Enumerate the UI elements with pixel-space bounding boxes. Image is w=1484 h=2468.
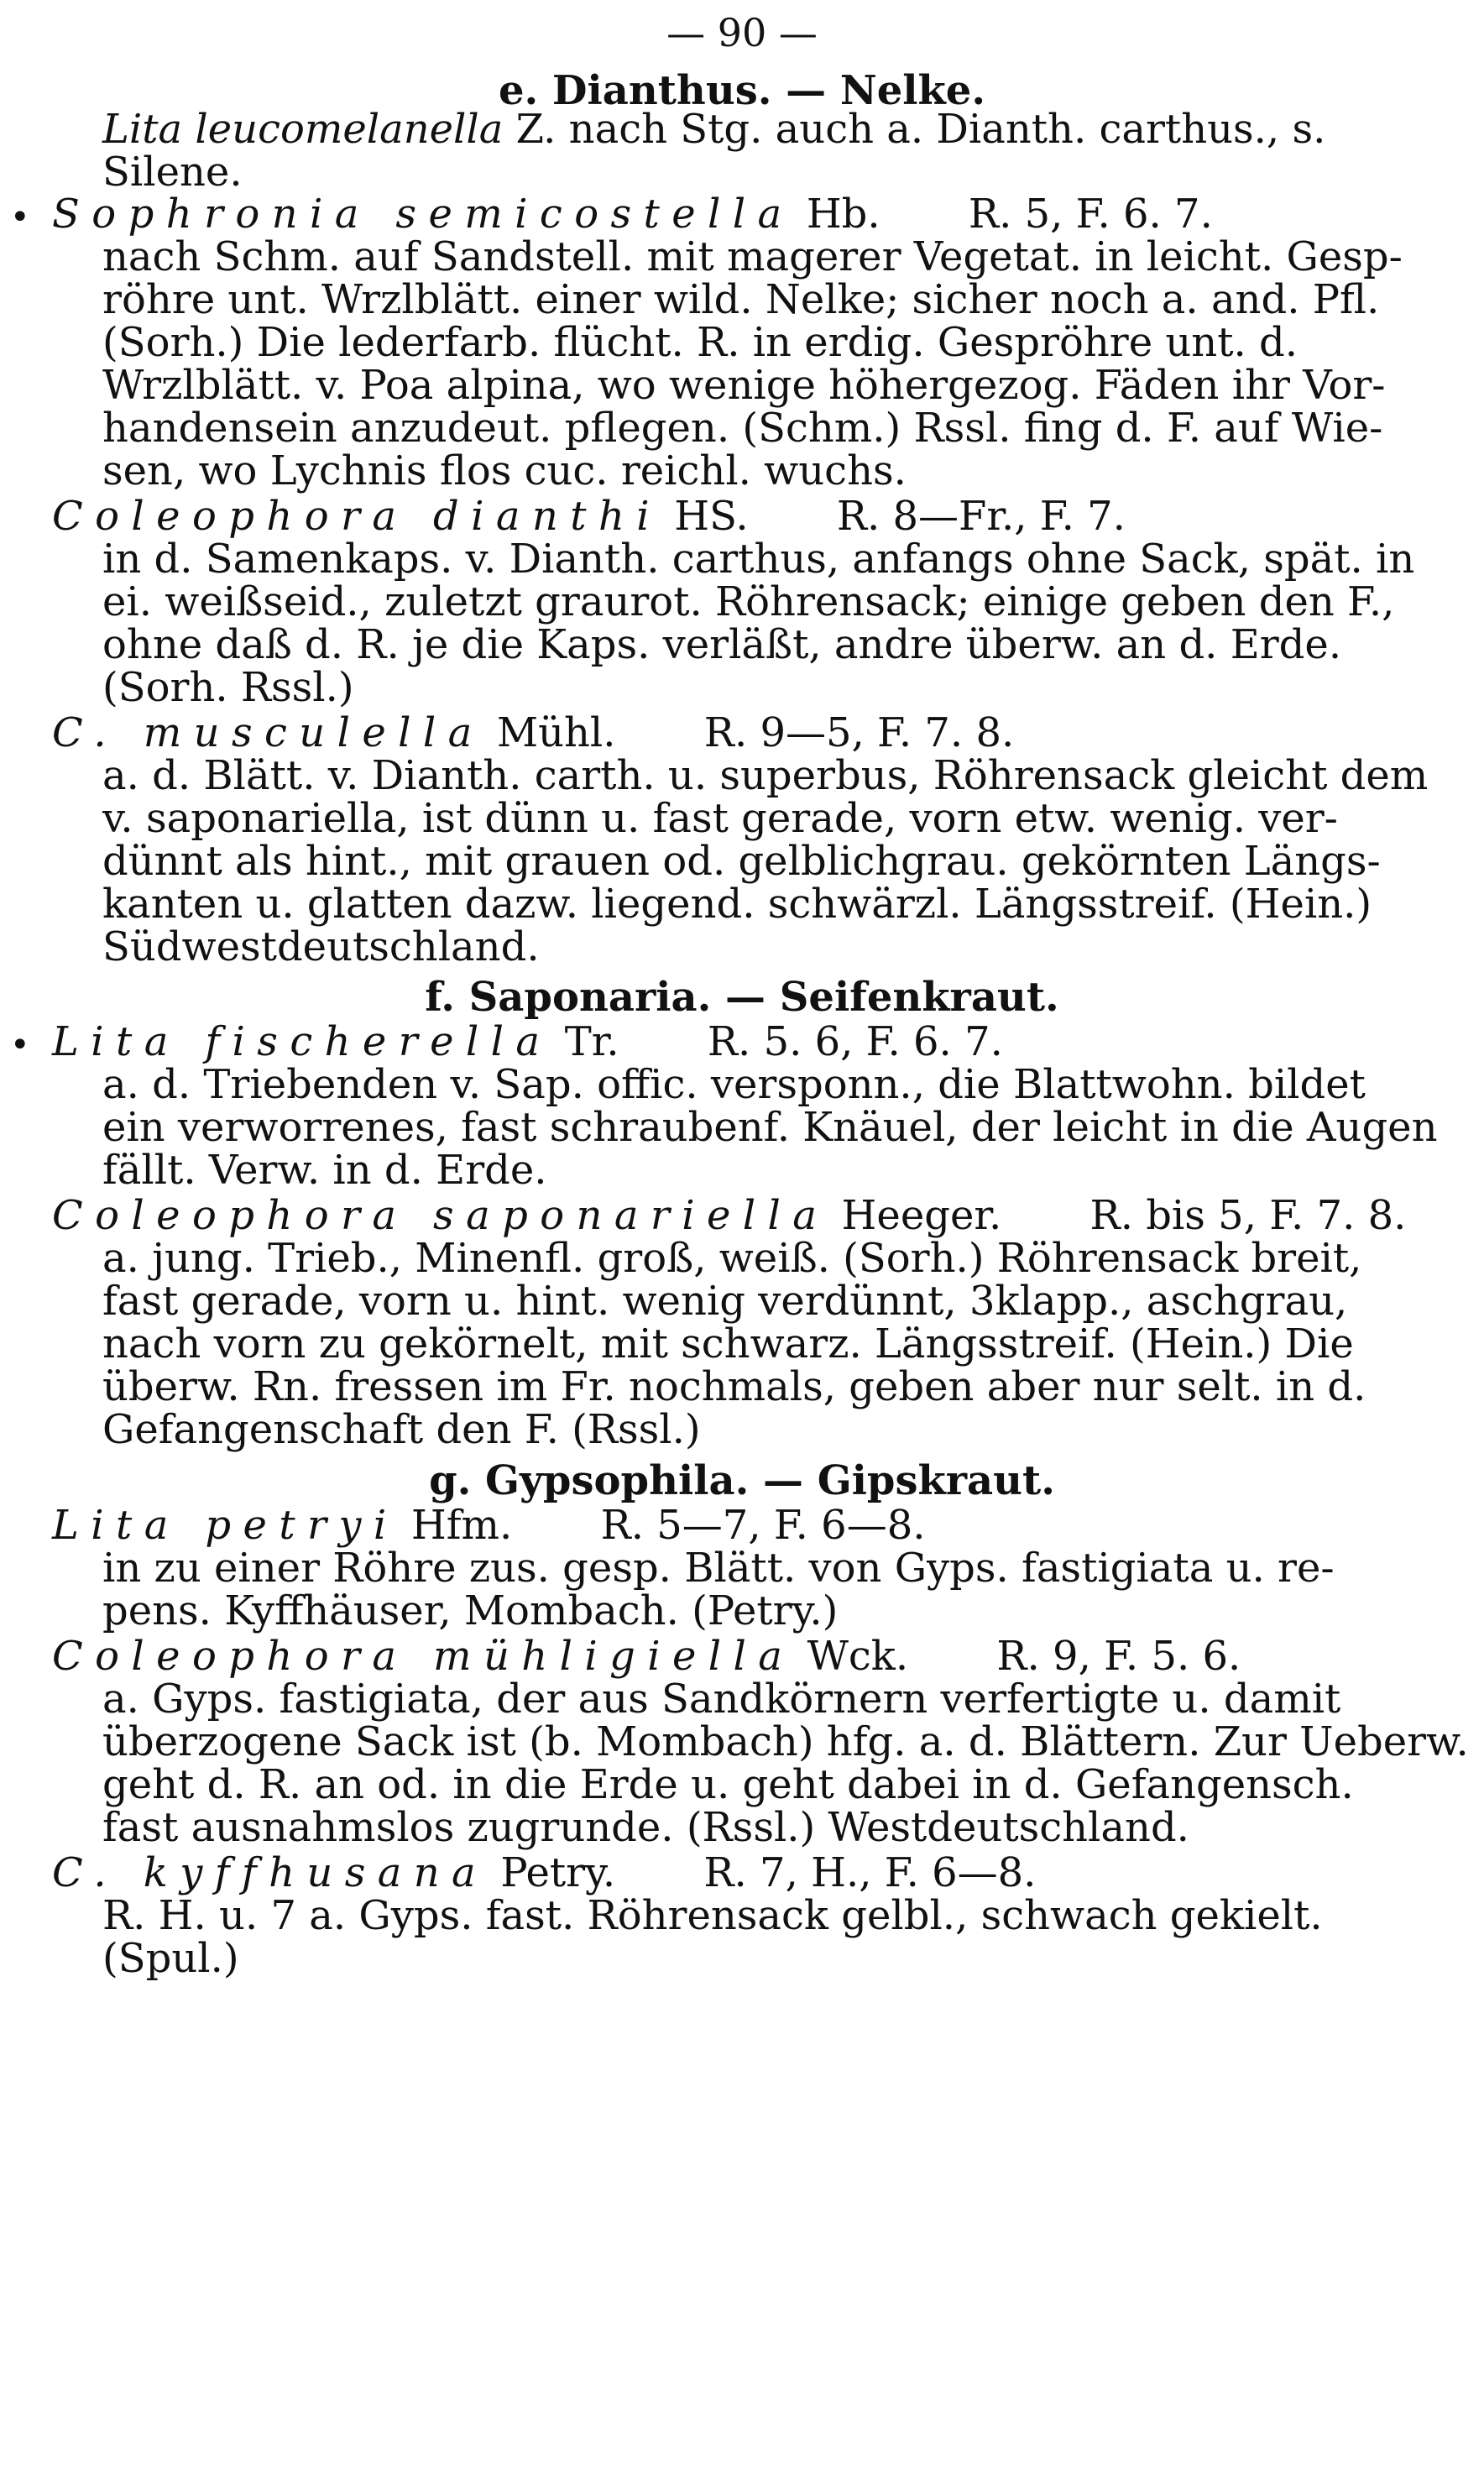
entry-line: pens. Kyffhäuser, Mombach. (Petry.) bbox=[102, 1587, 839, 1634]
entry-line: R. H. u. 7 a. Gyps. fast. Röhrensack gelbl., schwach gekielt. bbox=[102, 1892, 1323, 1939]
species-line bbox=[52, 190, 1213, 238]
entry-line: fast ausnahmslos zugrunde. (Rssl.) Westdeutschland. bbox=[102, 1804, 1189, 1851]
entry-line: Wrzlblätt. v. Poa alpina, wo wenige höhergezog. Fäden ihr Vor- bbox=[102, 362, 1386, 409]
entry-line: sen, wo Lychnis flos cuc. reichl. wuchs. bbox=[102, 447, 907, 494]
entry-line: kanten u. glatten dazw. liegend. schwärzl. Längsstreif. (Hein.) bbox=[102, 881, 1372, 928]
entry-line: ein verworrenes, fast schraubenf. Knäuel, der leicht in die Augen bbox=[102, 1104, 1438, 1151]
species-line bbox=[52, 492, 1126, 541]
entry-line: a. d. Blätt. v. Dianth. carth. u. superbus, Röhrensack gleicht dem bbox=[102, 752, 1429, 799]
entry-line: ohne daß d. R. je die Kaps. verläßt, andre überw. an d. Erde. bbox=[102, 621, 1342, 668]
species-author: Hb. bbox=[806, 191, 880, 238]
species-author: Z. nach Stg. auch a. Dianth. carthus., s. bbox=[515, 106, 1326, 153]
entry-line: fällt. Verw. in d. Erde. bbox=[102, 1147, 547, 1194]
species-name: C. musculella bbox=[52, 709, 484, 756]
entry-line: überw. Rn. fressen im Fr. nochmals, geben aber nur selt. in d. bbox=[102, 1363, 1366, 1410]
species-line bbox=[52, 1191, 1406, 1240]
entry-line: in zu einer Röhre zus. gesp. Blätt. von Gyps. fastigiata u. re- bbox=[102, 1545, 1335, 1592]
species-name: Coleophora saponariella bbox=[52, 1192, 829, 1239]
entry-line: a. Gyps. fastigiata, der aus Sandkörnern verfertigte u. damit bbox=[102, 1676, 1341, 1723]
species-line bbox=[52, 1848, 1036, 1897]
species-author: Wck. bbox=[807, 1633, 909, 1680]
species-name: Lita leucomelanella bbox=[102, 106, 504, 153]
species-times: R. 9, F. 5. 6. bbox=[996, 1633, 1241, 1680]
entry-line: geht d. R. an od. in die Erde u. geht dabei in d. Gefangensch. bbox=[102, 1761, 1354, 1808]
entry-line: nach vorn zu gekörnelt, mit schwarz. Längsstreif. (Hein.) Die bbox=[102, 1320, 1354, 1367]
species-name: Coleophora mühligiella bbox=[52, 1633, 795, 1680]
species-times: R. 9—5, F. 7. 8. bbox=[703, 709, 1015, 756]
bullet-marker: • bbox=[10, 1026, 30, 1064]
species-name: Coleophora dianthi bbox=[52, 493, 662, 540]
species-line bbox=[52, 1501, 926, 1550]
species-author: Petry. bbox=[500, 1849, 616, 1896]
species-author: Tr. bbox=[564, 1018, 619, 1065]
page-number: — 90 — bbox=[666, 10, 818, 55]
species-name: Sophronia semicostella bbox=[52, 191, 794, 238]
entry-line: v. saponariella, ist dünn u. fast gerade, vorn etw. wenig. ver- bbox=[102, 795, 1338, 842]
species-times: R. 5—7, F. 6—8. bbox=[600, 1502, 926, 1549]
entry-line: (Sorh. Rssl.) bbox=[102, 664, 354, 711]
entry-line: in d. Samenkaps. v. Dianth. carthus, anfangs ohne Sack, spät. in bbox=[102, 536, 1415, 583]
species-line bbox=[52, 1017, 1003, 1066]
species-name: C. kyffhusana bbox=[52, 1849, 489, 1896]
entry-line: (Sorh.) Die lederfarb. flücht. R. in erdig. Gespröhre unt. d. bbox=[102, 319, 1298, 366]
species-times: R. bis 5, F. 7. 8. bbox=[1089, 1192, 1407, 1239]
entry-line: (Spul.) bbox=[102, 1935, 239, 1982]
section-heading-gypsophila: g. Gypsophila. — Gipskraut. bbox=[429, 1457, 1055, 1504]
section-heading-dianthus: e. Dianthus. — Nelke. bbox=[498, 67, 986, 114]
species-name: Lita petryi bbox=[52, 1502, 399, 1549]
species-times: R. 8—Fr., F. 7. bbox=[836, 493, 1126, 540]
species-name: Lita fischerella bbox=[52, 1018, 552, 1065]
entry-line: handensein anzudeut. pflegen. (Schm.) Rssl. fing d. F. auf Wie- bbox=[102, 405, 1383, 452]
species-times: R. 7, H., F. 6—8. bbox=[703, 1849, 1037, 1896]
entry-line: fast gerade, vorn u. hint. wenig verdünnt, 3klapp., aschgrau, bbox=[102, 1278, 1348, 1325]
entry-line: dünnt als hint., mit grauen od. gelblichgrau. gekörnten Längs- bbox=[102, 838, 1381, 885]
species-author: Hfm. bbox=[410, 1502, 513, 1549]
entry-line: a. d. Triebenden v. Sap. offic. versponn., die Blattwohn. bildet bbox=[102, 1061, 1366, 1108]
entry-line bbox=[102, 105, 1325, 154]
entry-line: Gefangenschaft den F. (Rssl.) bbox=[102, 1406, 701, 1453]
species-times: R. 5, F. 6. 7. bbox=[968, 191, 1213, 238]
entry-line: röhre unt. Wrzlblätt. einer wild. Nelke; sicher noch a. and. Pfl. bbox=[102, 276, 1380, 323]
entry-line: nach Schm. auf Sandstell. mit magerer Vegetat. in leicht. Gesp- bbox=[102, 233, 1403, 280]
species-times: R. 5. 6, F. 6. 7. bbox=[707, 1018, 1003, 1065]
entry-line: ei. weißseid., zuletzt graurot. Röhrensack; einige geben den F., bbox=[102, 578, 1395, 625]
entry-line: überzogene Sack ist (b. Mombach) hfg. a. d. Blättern. Zur Ueberw. bbox=[102, 1718, 1469, 1765]
species-author: HS. bbox=[674, 493, 749, 540]
entry-line: a. jung. Trieb., Minenfl. groß, weiß. (Sorh.) Röhrensack breit, bbox=[102, 1235, 1362, 1282]
species-line bbox=[52, 1632, 1241, 1681]
bullet-marker: • bbox=[10, 198, 30, 237]
species-line bbox=[52, 709, 1014, 757]
entry-line: Südwestdeutschland. bbox=[102, 923, 540, 970]
section-heading-saponaria: f. Saponaria. — Seifenkraut. bbox=[425, 974, 1059, 1021]
entry-line: Silene. bbox=[102, 149, 243, 196]
species-author: Heeger. bbox=[841, 1192, 1002, 1239]
species-author: Mühl. bbox=[496, 709, 616, 756]
